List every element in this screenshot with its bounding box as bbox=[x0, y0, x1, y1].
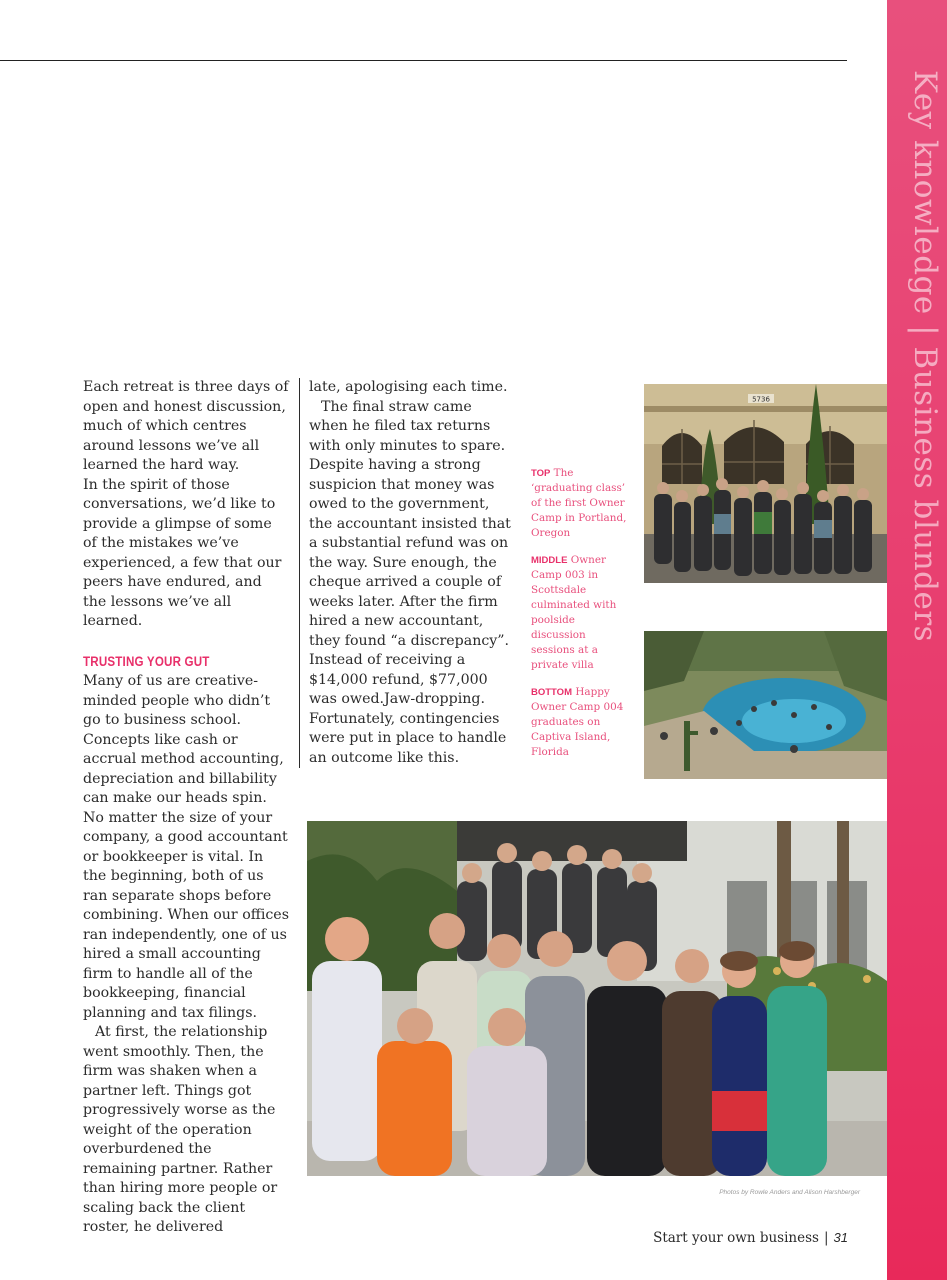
page-number: 31 bbox=[833, 1230, 848, 1245]
photo-portland-group bbox=[644, 384, 887, 583]
publication-name: Start your own business bbox=[653, 1230, 819, 1246]
caption-text: The ‘graduating class’ of the first Owner Camp in Portland, Oregon bbox=[531, 467, 627, 539]
caption-text: Owner Camp 003 in Scottsdale culminated with poolside discussion sessions at a private villa bbox=[531, 554, 617, 671]
caption-middle bbox=[531, 553, 627, 673]
photo-captions bbox=[531, 466, 627, 772]
photo-captiva-image bbox=[307, 821, 887, 1176]
caption-top bbox=[531, 466, 627, 541]
photo-captiva-group bbox=[307, 821, 887, 1176]
photo-credit: Photos by Rowle Anders and Alison Harshberger bbox=[719, 1189, 860, 1196]
caption-tag: TOP bbox=[531, 468, 551, 479]
paragraph: late, apologising each time. bbox=[309, 379, 508, 395]
caption-bottom bbox=[531, 685, 627, 760]
caption-text: Happy Owner Camp 004 graduates on Captiva Island, Florida bbox=[531, 686, 624, 758]
article-column-2 bbox=[299, 378, 513, 768]
paragraph: In the spirit of those conversations, we’d like to provide a glimpse of some of the mistakes we’ve experienced, a few that our peers have endured, and the lessons we’ve all learned. bbox=[83, 476, 282, 629]
photo-portland-image bbox=[644, 384, 887, 583]
caption-tag: MIDDLE bbox=[531, 555, 568, 566]
top-rule bbox=[0, 60, 847, 61]
article-column-1 bbox=[83, 378, 289, 1238]
paragraph: Each retreat is three days of open and honest discussion, much of which centres around lessons we’ve all learned the hard way. bbox=[83, 379, 289, 473]
photo-pool-image bbox=[644, 631, 887, 779]
paragraph: At first, the relationship went smoothly. Then, the firm was shaken when a partner left. Things got progressively worse as the weight of the operation overburdened the remaining partner. Rather than hiring more people or scaling back the client roster, he delivered bbox=[83, 1024, 278, 1235]
photo-scottsdale-pool bbox=[644, 631, 887, 779]
paragraph: The final straw came when he filed tax returns with only minutes to spare. Despite having a strong suspicion that money was owed to the government, the accountant insisted that a substantial refund was on the way. Sure enough, the cheque arrived a couple of weeks later. After the firm hired a new accountant, they found “a discrepancy”. Instead of receiving a $14,000 refund, $77,000 was owed.Jaw-dropping. Fortunately, contingencies were put in place to handle an outcome like this. bbox=[309, 398, 511, 766]
building-number: 5736 bbox=[752, 395, 770, 404]
section-subhead: TRUSTING YOUR GUT bbox=[83, 653, 210, 669]
caption-tag: BOTTOM bbox=[531, 687, 572, 698]
paragraph: Many of us are creative-minded people who didn’t go to business school. Concepts like cash or accrual method accounting, depreciation and billability can make our heads spin. No matter the size of your company, a good accountant or bookkeeper is vital. In the beginning, both of us ran separate shops before combining. When our offices ran independently, one of us hired a small accounting firm to handle all of the bookkeeping, financial planning and tax filings. bbox=[83, 673, 289, 1021]
footer-separator: | bbox=[823, 1230, 829, 1246]
page-footer bbox=[560, 1230, 848, 1246]
section-title: Key knowledge | Business blunders bbox=[907, 70, 943, 643]
